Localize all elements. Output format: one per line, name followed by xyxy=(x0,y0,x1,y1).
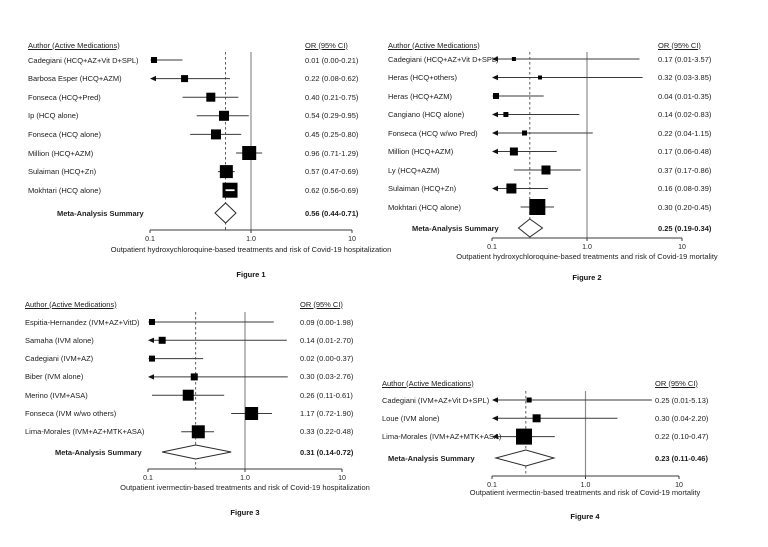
or-column-header: OR (95% CI) xyxy=(655,378,698,388)
row-author-label: Espitia-Hernandez (IVM+AZ+VitD) xyxy=(25,317,140,327)
row-or-value: 0.17 (0.01-3.57) xyxy=(658,54,712,64)
axis-tick-label: 0.1 xyxy=(143,474,153,482)
left-arrow-icon xyxy=(492,112,498,117)
row-or-value: 0.26 (0.11-0.61) xyxy=(300,390,353,400)
axis-tick-label: 0.1 xyxy=(487,481,497,489)
row-author-label: Cadegiani (HCQ+AZ+Vit D+SPL) xyxy=(388,54,499,64)
effect-size-square xyxy=(149,319,155,325)
effect-size-square xyxy=(529,199,545,215)
row-or-value: 0.30 (0.04-2.20) xyxy=(655,413,709,423)
effect-size-square xyxy=(506,184,516,194)
row-author-label: Heras (HCQ+AZM) xyxy=(388,91,452,101)
or-column-header: OR (95% CI) xyxy=(300,299,343,309)
row-or-value: 0.54 (0.29-0.95) xyxy=(305,111,359,121)
row-author-label: Sulaiman (HCQ+Zn) xyxy=(28,167,97,177)
author-column-header: Author (Active Medications) xyxy=(382,378,474,388)
row-author-label: Sulaiman (HCQ+Zn) xyxy=(388,184,457,193)
left-arrow-icon xyxy=(492,75,498,80)
axis-tick-label: 0.1 xyxy=(487,243,497,251)
left-arrow-icon xyxy=(150,76,156,81)
figure-number-label: Figure 3 xyxy=(230,507,260,517)
summary-diamond xyxy=(162,445,231,459)
marker-inner-dash xyxy=(226,189,235,191)
row-author-label: Loue (IVM alone) xyxy=(382,413,440,423)
row-author-label: Ly (HCQ+AZM) xyxy=(388,165,440,175)
figure-caption: Outpatient ivermectin-based treatments and risk of Covid-19 hospitalization xyxy=(120,482,370,492)
effect-size-square xyxy=(541,166,550,175)
summary-diamond xyxy=(496,450,554,466)
or-column-header: OR (95% CI) xyxy=(658,40,701,50)
summary-or-value: 0.23 (0.11-0.46) xyxy=(655,453,708,463)
row-or-value: 0.30 (0.20-0.45) xyxy=(658,202,712,212)
row-author-label: Lima-Morales (IVM+AZ+MTK+ASA) xyxy=(382,432,502,442)
row-or-value: 0.37 (0.17-0.86) xyxy=(658,165,712,175)
figure-number-label: Figure 4 xyxy=(570,511,600,521)
row-or-value: 0.02 (0.00-0.37) xyxy=(300,354,354,364)
effect-size-square xyxy=(533,414,541,422)
figure-number-label: Figure 2 xyxy=(572,272,602,282)
axis-tick-label: 0.1 xyxy=(145,235,155,243)
axis-tick-label: 1.0 xyxy=(582,243,592,251)
row-or-value: 0.22 (0.04-1.15) xyxy=(658,128,712,138)
effect-size-square xyxy=(503,112,508,117)
row-author-label: Cadegiani (IVM+AZ) xyxy=(25,354,94,364)
effect-size-square xyxy=(527,398,532,403)
row-or-value: 0.04 (0.01-0.35) xyxy=(658,91,712,101)
axis-tick-label: 1.0 xyxy=(240,474,250,482)
effect-size-square xyxy=(538,76,542,80)
row-or-value: 0.17 (0.06-0.48) xyxy=(658,147,712,156)
figure-caption: Outpatient ivermectin-based treatments and risk of Covid-19 mortality xyxy=(469,487,701,497)
axis-tick-label: 10 xyxy=(338,474,346,482)
left-arrow-icon xyxy=(492,149,498,154)
row-or-value: 0.14 (0.02-0.83) xyxy=(658,110,712,119)
left-arrow-icon xyxy=(148,338,154,343)
left-arrow-icon xyxy=(492,416,498,421)
summary-or-value: 0.25 (0.19-0.34) xyxy=(658,223,712,233)
row-or-value: 0.22 (0.08-0.62) xyxy=(305,74,359,84)
effect-size-square xyxy=(149,356,155,362)
effect-size-square xyxy=(151,57,157,63)
left-arrow-icon xyxy=(148,374,154,379)
axis-tick-label: 1.0 xyxy=(580,481,591,489)
left-arrow-icon xyxy=(492,186,498,191)
effect-size-square xyxy=(191,373,198,380)
summary-diamond xyxy=(215,203,236,223)
row-author-label: Fonseca (HCQ w/wo Pred) xyxy=(388,128,478,138)
effect-size-square xyxy=(183,390,194,401)
or-column-header: OR (95% CI) xyxy=(305,40,348,50)
effect-size-square xyxy=(181,75,188,82)
author-column-header: Author (Active Medications) xyxy=(28,40,120,50)
row-or-value: 0.40 (0.21-0.75) xyxy=(305,92,359,102)
row-author-label: Million (HCQ+AZM) xyxy=(388,147,454,156)
row-or-value: 0.25 (0.01-5.13) xyxy=(655,395,709,405)
effect-size-square xyxy=(192,425,205,438)
row-author-label: Mokhtari (HCQ alone) xyxy=(28,185,101,195)
row-or-value: 0.30 (0.03-2.76) xyxy=(300,372,354,382)
row-author-label: Cangiano (HCQ alone) xyxy=(388,110,465,119)
figure-caption: Outpatient hydroxychloroquine-based treatments and risk of Covid-19 hospitalization xyxy=(110,244,392,254)
effect-size-square xyxy=(245,407,258,420)
row-author-label: Cadegiani (HCQ+AZ+Vit D+SPL) xyxy=(28,55,139,65)
left-arrow-icon xyxy=(492,130,498,135)
row-or-value: 0.01 (0.00-0.21) xyxy=(305,55,359,65)
row-author-label: Merino (IVM+ASA) xyxy=(25,390,88,400)
row-author-label: Ip (HCQ alone) xyxy=(28,111,79,121)
effect-size-square xyxy=(159,337,166,344)
row-or-value: 1.17 (0.72-1.90) xyxy=(300,409,354,418)
row-or-value: 0.16 (0.08-0.39) xyxy=(658,184,712,193)
axis-tick-label: 10 xyxy=(348,235,356,243)
effect-size-square xyxy=(206,93,215,102)
row-author-label: Barbosa Esper (HCQ+AZM) xyxy=(28,74,122,84)
summary-label: Meta-Analysis Summary xyxy=(57,208,144,218)
effect-size-square xyxy=(512,57,516,61)
author-column-header: Author (Active Medications) xyxy=(25,299,117,309)
figure-number-label: Figure 1 xyxy=(236,269,266,279)
summary-label: Meta-Analysis Summary xyxy=(412,223,499,233)
row-or-value: 0.45 (0.25-0.80) xyxy=(305,129,359,139)
row-or-value: 0.33 (0.22-0.48) xyxy=(300,427,354,437)
axis-tick-label: 10 xyxy=(675,481,683,489)
row-author-label: Mokhtari (HCQ alone) xyxy=(388,202,461,212)
row-author-label: Biber (IVM alone) xyxy=(25,372,84,382)
row-author-label: Samaha (IVM alone) xyxy=(25,335,94,345)
summary-label: Meta-Analysis Summary xyxy=(55,447,142,457)
row-author-label: Lima-Morales (IVM+AZ+MTK+ASA) xyxy=(25,427,145,437)
effect-size-square xyxy=(211,129,221,139)
row-author-label: Fonseca (HCQ+Pred) xyxy=(28,92,101,102)
summary-diamond xyxy=(518,219,542,237)
figure-caption: Outpatient hydroxychloroquine-based treatments and risk of Covid-19 mortality xyxy=(456,251,718,261)
row-or-value: 0.62 (0.56-0.69) xyxy=(305,185,359,195)
summary-or-value: 0.56 (0.44-0.71) xyxy=(305,208,359,218)
axis-tick-label: 1.0 xyxy=(246,235,256,243)
effect-size-square xyxy=(219,111,229,121)
author-column-header: Author (Active Medications) xyxy=(388,40,480,50)
summary-or-value: 0.31 (0.14-0.72) xyxy=(300,447,354,457)
row-or-value: 0.14 (0.01-2.70) xyxy=(300,335,354,345)
effect-size-square xyxy=(516,429,532,445)
axis-tick-label: 10 xyxy=(678,243,686,251)
effect-size-square xyxy=(220,165,233,178)
row-or-value: 0.96 (0.71-1.29) xyxy=(305,148,359,158)
row-or-value: 0.57 (0.47-0.69) xyxy=(305,167,359,177)
row-or-value: 0.32 (0.03-3.85) xyxy=(658,73,712,82)
effect-size-square xyxy=(522,131,527,136)
row-or-value: 0.22 (0.10-0.47) xyxy=(655,432,709,442)
effect-size-square xyxy=(493,93,499,99)
summary-label: Meta-Analysis Summary xyxy=(388,453,475,463)
effect-size-square xyxy=(510,148,518,156)
left-arrow-icon xyxy=(492,397,498,402)
row-author-label: Heras (HCQ+others) xyxy=(388,73,457,82)
row-author-label: Fonseca (HCQ alone) xyxy=(28,129,101,139)
row-author-label: Cadegiani (IVM+AZ+Vit D+SPL) xyxy=(382,395,490,405)
row-author-label: Fonseca (IVM w/wo others) xyxy=(25,409,117,418)
row-or-value: 0.09 (0.00-1.98) xyxy=(300,317,354,327)
effect-size-square xyxy=(242,146,256,160)
row-author-label: Million (HCQ+AZM) xyxy=(28,148,94,158)
